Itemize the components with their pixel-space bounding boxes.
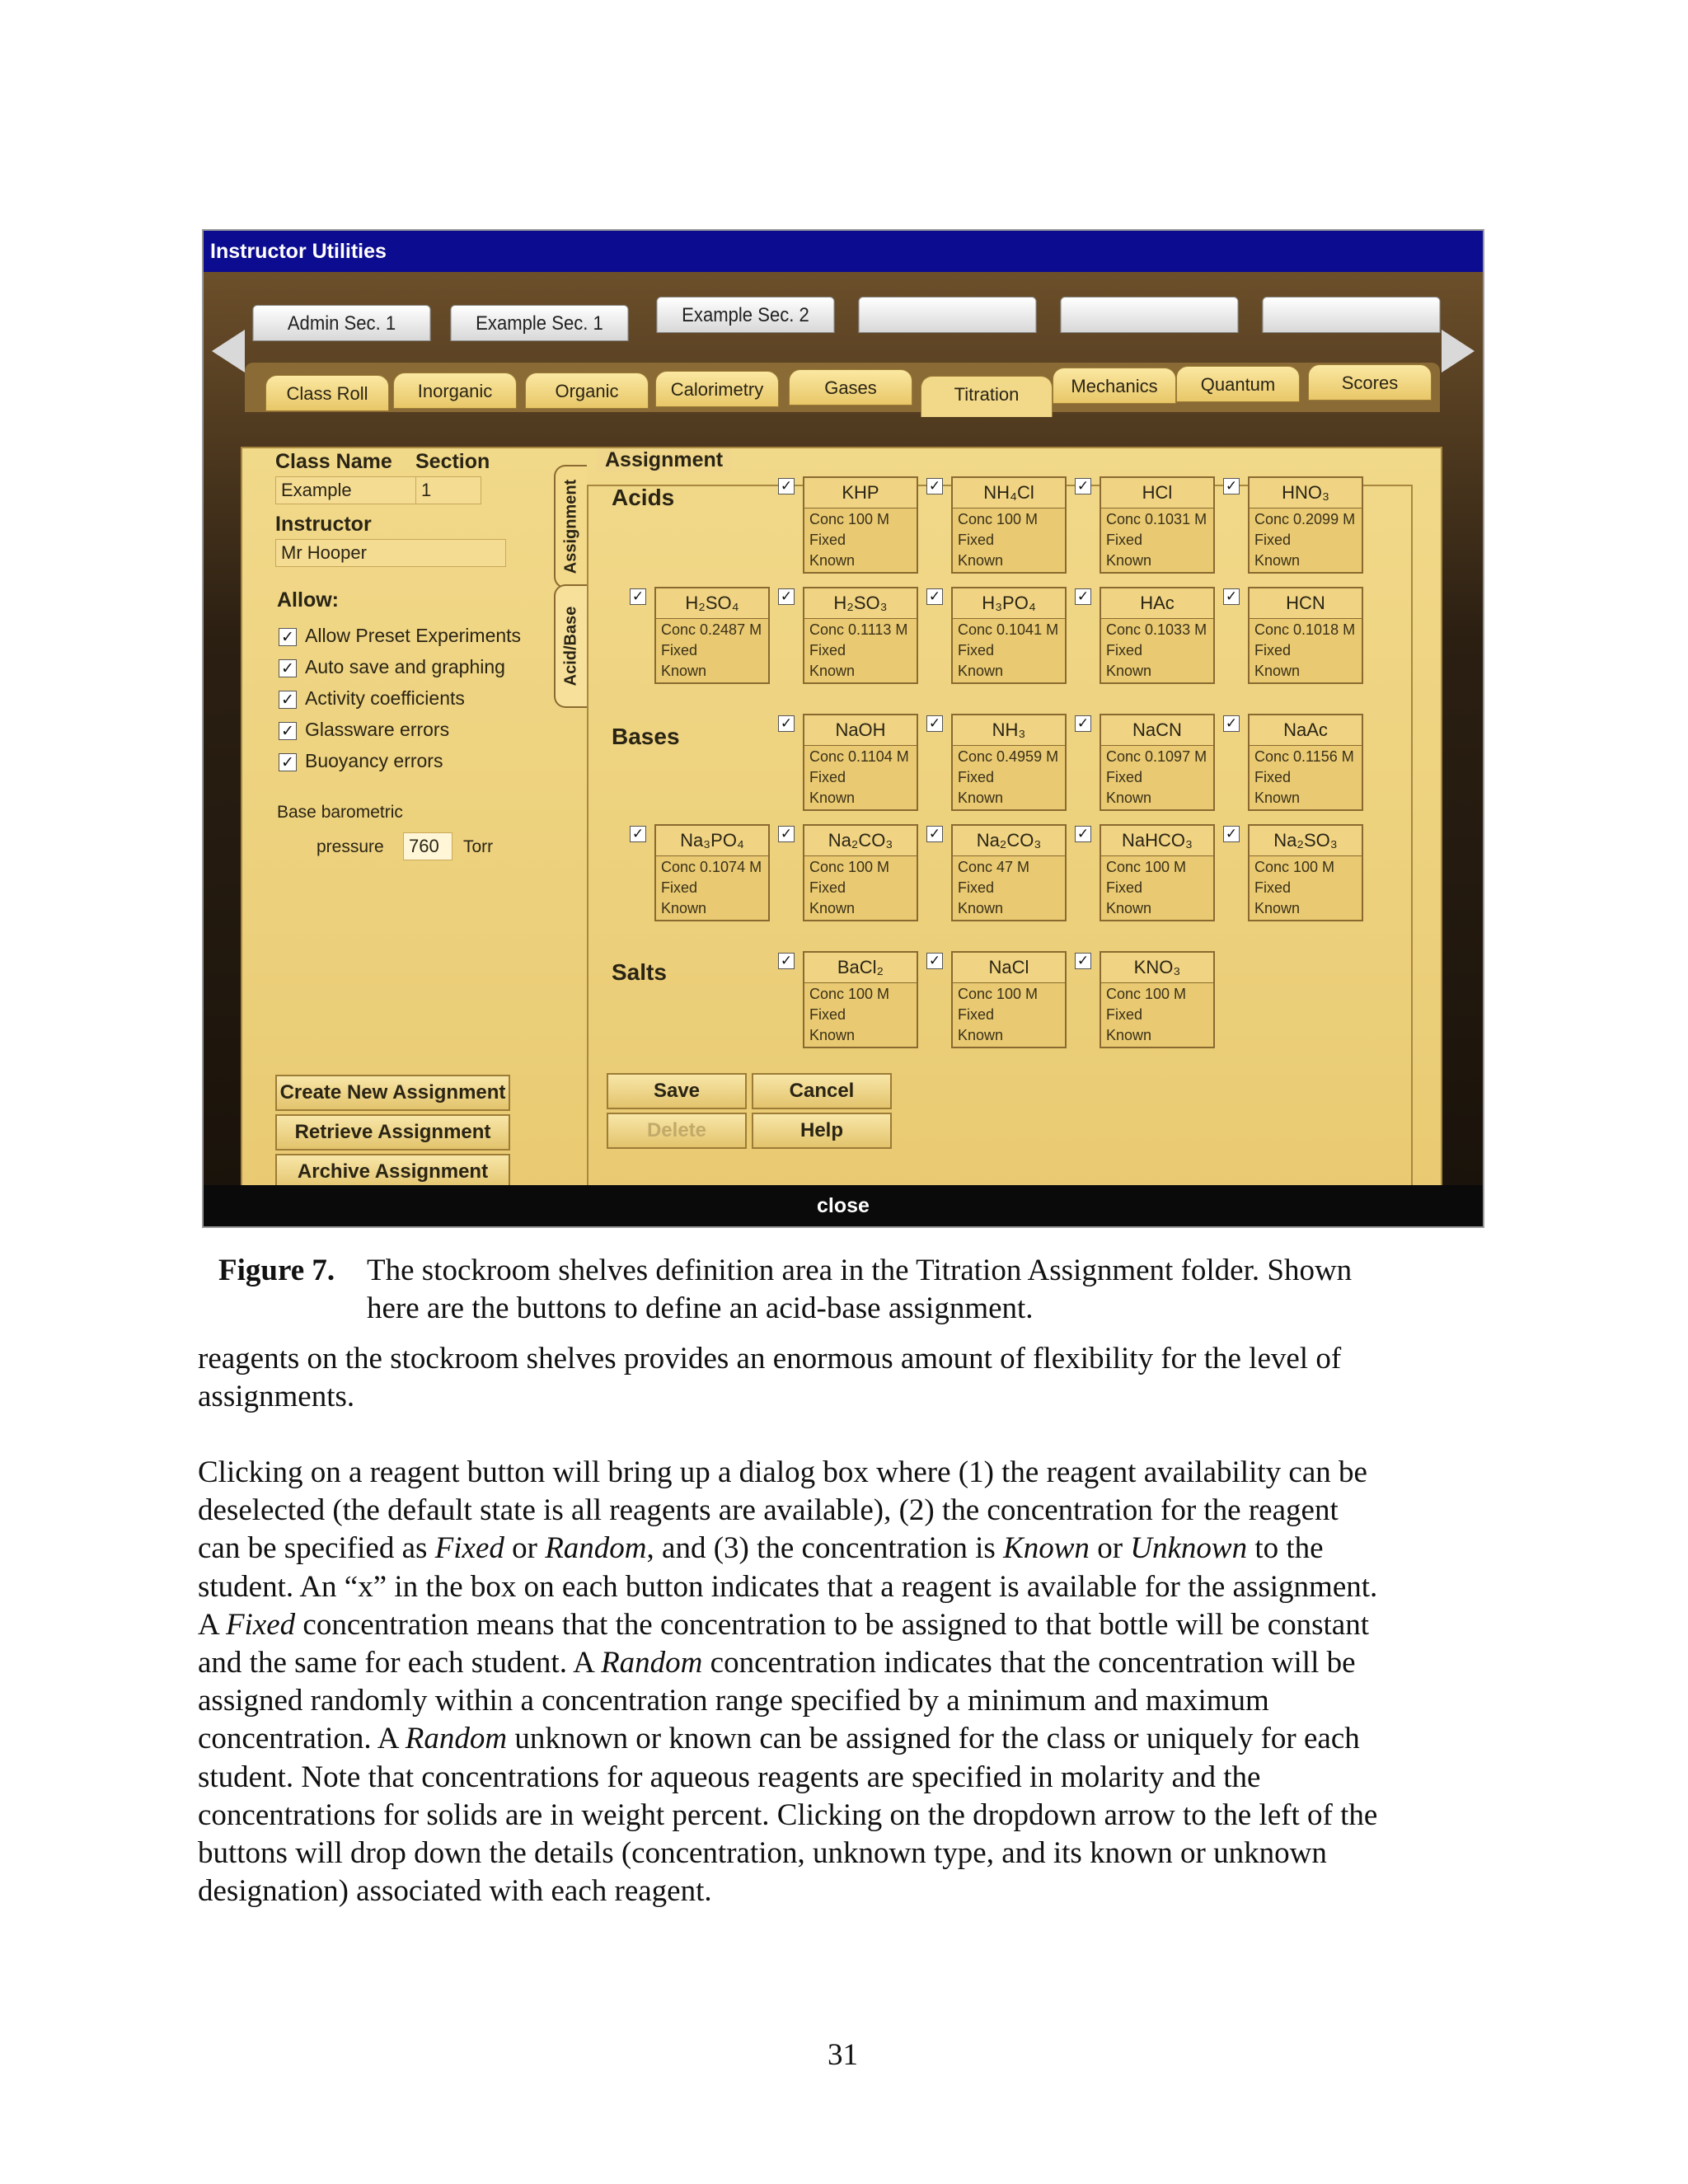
reagent-checkbox[interactable]: ✓ — [1223, 588, 1240, 605]
reagent-name: HAc — [1101, 588, 1213, 619]
reagent-type: Fixed — [1254, 879, 1292, 896]
delete-button: Delete — [607, 1113, 747, 1149]
reagent-button[interactable] — [951, 587, 1067, 684]
buoyancy-errors-label: Buoyancy errors — [305, 750, 443, 771]
reagent-button[interactable] — [951, 951, 1067, 1048]
paragraph-line: deselected (the default state is all reagents are available), (2) the concentration for the reagent — [198, 1493, 1339, 1528]
reagent-concentration: Conc 100 M — [809, 859, 890, 875]
glassware-errors-label: Glassware errors — [305, 719, 450, 740]
paragraph-line: assignments. — [198, 1380, 355, 1414]
paragraph-line: assigned randomly within a concentration range specified by a minimum and maximum — [198, 1684, 1269, 1718]
reagent-type: Fixed — [958, 642, 995, 658]
reagent-concentration: Conc 100 M — [809, 511, 890, 527]
reagent-button[interactable] — [951, 476, 1067, 574]
reagent-concentration: Conc 100 M — [1254, 859, 1335, 875]
reagent-known: Known — [1254, 790, 1301, 806]
reagent-button[interactable] — [803, 951, 918, 1048]
reagent-concentration: Conc 0.4959 M — [958, 748, 1059, 765]
reagent-concentration: Conc 100 M — [958, 986, 1039, 1002]
reagent-name: BaCl₂ — [804, 953, 917, 983]
pressure-label-1: Base barometric — [277, 803, 403, 822]
paragraph-line: student. Note that concentrations for aqueous reagents are specified in molarity and the — [198, 1760, 1261, 1794]
instructor-field[interactable]: Mr Hooper — [275, 539, 506, 567]
titration-folder — [241, 447, 1442, 1212]
activity-coefficients-checkbox[interactable]: ✓ — [279, 691, 297, 709]
allow-preset-checkbox[interactable]: ✓ — [279, 628, 297, 646]
paragraph-line: concentrations for solids are in weight percent. Clicking on the dropdown arrow to the left of the — [198, 1797, 1378, 1832]
reagent-checkbox[interactable]: ✓ — [1075, 715, 1091, 732]
scroll-left-arrow-icon[interactable] — [212, 330, 245, 373]
reagent-concentration: Conc 0.1104 M — [809, 748, 909, 765]
reagent-button[interactable] — [1248, 824, 1363, 921]
reagent-type: Fixed — [1106, 879, 1143, 896]
reagent-type: Fixed — [661, 879, 698, 896]
scroll-right-arrow-icon[interactable] — [1442, 330, 1475, 373]
reagent-checkbox[interactable]: ✓ — [630, 588, 646, 605]
bases-label: Bases — [612, 724, 680, 749]
reagent-known: Known — [958, 663, 1004, 679]
paragraph-line: concentration. A Random unknown or known can be assigned for the class or uniquely for each — [198, 1722, 1360, 1756]
tab-class-roll[interactable]: Class Roll — [265, 375, 389, 411]
file-cabinet — [204, 272, 1483, 1188]
assignment-title: Assignment — [597, 448, 731, 472]
reagent-checkbox[interactable]: ✓ — [926, 953, 943, 969]
reagent-concentration: Conc 0.2099 M — [1254, 511, 1356, 527]
buoyancy-errors-checkbox[interactable]: ✓ — [279, 753, 297, 771]
reagent-checkbox[interactable]: ✓ — [778, 826, 795, 842]
reagent-name: NaHCO₃ — [1101, 826, 1213, 856]
reagent-type: Fixed — [809, 769, 846, 785]
reagent-checkbox[interactable]: ✓ — [1223, 478, 1240, 494]
reagent-concentration: Conc 0.1033 M — [1106, 621, 1207, 638]
reagent-type: Fixed — [1254, 769, 1292, 785]
reagent-name: NH₃ — [953, 715, 1065, 746]
reagent-known: Known — [1106, 790, 1152, 806]
reagent-button[interactable] — [654, 824, 770, 921]
section-field[interactable]: 1 — [415, 476, 481, 504]
caption-line-1: The stockroom shelves definition area in the Titration Assignment folder. Shown — [367, 1254, 1353, 1287]
pressure-unit: Torr — [463, 837, 494, 856]
reagent-known: Known — [661, 663, 707, 679]
reagent-type: Fixed — [809, 532, 846, 548]
reagent-concentration: Conc 0.1156 M — [1254, 748, 1354, 765]
reagent-known: Known — [1106, 552, 1152, 569]
figure-label: Figure 7. — [218, 1254, 335, 1287]
archive-assignment-button[interactable]: Archive Assignment — [275, 1154, 510, 1190]
activity-coefficients-label: Activity coefficients — [305, 687, 465, 709]
reagent-type: Fixed — [958, 769, 995, 785]
reagent-concentration: Conc 0.2487 M — [661, 621, 762, 638]
reagent-type: Fixed — [809, 1006, 846, 1023]
reagent-known: Known — [1254, 900, 1301, 916]
section-tab-empty-5[interactable] — [1060, 297, 1238, 333]
tab-quantum[interactable]: Quantum — [1176, 366, 1300, 402]
reagent-button[interactable] — [1248, 714, 1363, 811]
reagent-checkbox[interactable]: ✓ — [778, 715, 795, 732]
retrieve-assignment-button[interactable]: Retrieve Assignment — [275, 1114, 510, 1151]
reagent-type: Fixed — [1106, 769, 1143, 785]
reagent-known: Known — [958, 790, 1004, 806]
reagent-known: Known — [809, 663, 856, 679]
reagent-button[interactable] — [803, 587, 918, 684]
cancel-button[interactable]: Cancel — [752, 1073, 892, 1109]
section-tab-empty-4[interactable] — [858, 297, 1036, 333]
reagent-name: H₂SO₄ — [656, 588, 768, 619]
reagent-button[interactable] — [803, 476, 918, 574]
reagent-checkbox[interactable]: ✓ — [1075, 588, 1091, 605]
reagent-button[interactable] — [1248, 587, 1363, 684]
section-tab-example-2[interactable]: Example Sec. 2 — [656, 297, 834, 333]
allow-title: Allow: — [277, 588, 339, 612]
reagent-known: Known — [1106, 900, 1152, 916]
reagent-button[interactable] — [1100, 476, 1215, 574]
reagent-name: Na₃PO₄ — [656, 826, 768, 856]
reagent-button[interactable] — [951, 714, 1067, 811]
window-title: Instructor Utilities — [204, 231, 1483, 272]
reagent-type: Fixed — [1254, 532, 1292, 548]
reagent-checkbox[interactable]: ✓ — [778, 588, 795, 605]
reagent-known: Known — [809, 900, 856, 916]
reagent-type: Fixed — [958, 879, 995, 896]
reagent-checkbox[interactable]: ✓ — [1223, 826, 1240, 842]
reagent-checkbox[interactable]: ✓ — [1223, 715, 1240, 732]
reagent-concentration: Conc 0.1113 M — [809, 621, 908, 638]
reagent-button[interactable] — [1100, 714, 1215, 811]
reagent-button[interactable] — [1100, 951, 1215, 1048]
pressure-label-2: pressure — [316, 837, 384, 856]
reagent-button[interactable] — [1100, 587, 1215, 684]
reagent-concentration: Conc 100 M — [809, 986, 890, 1002]
reagent-known: Known — [809, 790, 856, 806]
reagent-name: Na₂CO₃ — [953, 826, 1065, 856]
section-tab-admin[interactable]: Admin Sec. 1 — [252, 305, 430, 341]
instructor-label: Instructor — [275, 513, 372, 536]
reagent-type: Fixed — [1254, 642, 1292, 658]
reagent-known: Known — [958, 900, 1004, 916]
reagent-type: Fixed — [958, 1006, 995, 1023]
tab-calorimetry[interactable]: Calorimetry — [655, 371, 779, 407]
reagent-known: Known — [1106, 663, 1152, 679]
reagent-checkbox[interactable]: ✓ — [926, 826, 943, 842]
paragraph-line: Clicking on a reagent button will bring up a dialog box where (1) the reagent availability can be — [198, 1455, 1367, 1489]
reagent-known: Known — [809, 552, 856, 569]
reagent-concentration: Conc 100 M — [1106, 859, 1187, 875]
tab-inorganic[interactable]: Inorganic — [393, 373, 517, 409]
pressure-field[interactable]: 760 — [403, 832, 452, 860]
reagent-type: Fixed — [809, 642, 846, 658]
reagent-type: Fixed — [809, 879, 846, 896]
save-button[interactable]: Save — [607, 1073, 747, 1109]
tab-organic[interactable]: Organic — [525, 373, 649, 409]
reagent-known: Known — [661, 900, 707, 916]
reagent-known: Known — [958, 552, 1004, 569]
reagent-concentration: Conc 47 M — [958, 859, 1030, 875]
side-tab-assignment-label: Assignment — [561, 479, 580, 574]
reagent-button[interactable] — [803, 714, 918, 811]
paragraph-line: designation) associated with each reagent. — [198, 1874, 712, 1909]
paragraph-line: can be specified as Fixed or Random, and (3) the concentration is Known or Unknown to the — [198, 1531, 1324, 1566]
page-number: 31 — [828, 2038, 858, 2072]
reagent-checkbox[interactable]: ✓ — [926, 715, 943, 732]
close-button[interactable]: close — [204, 1185, 1483, 1226]
reagent-checkbox[interactable]: ✓ — [1075, 826, 1091, 842]
reagent-name: H₂SO₃ — [804, 588, 917, 619]
section-label: Section — [415, 450, 490, 473]
reagent-button[interactable] — [1248, 476, 1363, 574]
auto-save-label: Auto save and graphing — [305, 656, 505, 677]
tab-mechanics[interactable]: Mechanics — [1053, 368, 1176, 404]
reagent-known: Known — [1254, 552, 1301, 569]
reagent-name: NaCN — [1101, 715, 1213, 746]
reagent-checkbox[interactable]: ✓ — [778, 953, 795, 969]
reagent-button[interactable] — [803, 824, 918, 921]
reagent-name: HCN — [1250, 588, 1362, 619]
auto-save-checkbox[interactable]: ✓ — [279, 659, 297, 677]
reagent-known: Known — [1106, 1027, 1152, 1043]
reagent-name: NaOH — [804, 715, 917, 746]
paragraph-line: student. An “x” in the box on each button indicates that a reagent is available for the assignment. — [198, 1569, 1378, 1604]
reagent-concentration: Conc 0.1097 M — [1106, 748, 1207, 765]
create-new-assignment-button[interactable]: Create New Assignment — [275, 1075, 510, 1111]
reagent-name: Na₂CO₃ — [804, 826, 917, 856]
caption-line-2: here are the buttons to define an acid-base assignment. — [367, 1291, 1034, 1325]
reagent-concentration: Conc 0.1031 M — [1106, 511, 1207, 527]
reagent-known: Known — [958, 1027, 1004, 1043]
paragraph-line: reagents on the stockroom shelves provides an enormous amount of flexibility for the level of — [198, 1342, 1342, 1376]
paragraph-line: and the same for each student. A Random concentration indicates that the concentration will be — [198, 1646, 1356, 1680]
reagent-name: Na₂SO₃ — [1250, 826, 1362, 856]
reagent-type: Fixed — [661, 642, 698, 658]
reagent-concentration: Conc 0.1074 M — [661, 859, 762, 875]
reagent-concentration: Conc 100 M — [1106, 986, 1187, 1002]
allow-preset-label: Allow Preset Experiments — [305, 625, 522, 646]
reagent-button[interactable] — [654, 587, 770, 684]
class-name-field[interactable]: Example — [275, 476, 420, 504]
reagent-name: H₃PO₄ — [953, 588, 1065, 619]
reagent-button[interactable] — [1100, 824, 1215, 921]
glassware-errors-checkbox[interactable]: ✓ — [279, 722, 297, 740]
section-tab-example-1[interactable]: Example Sec. 1 — [450, 305, 628, 341]
reagent-checkbox[interactable]: ✓ — [630, 826, 646, 842]
reagent-name: HCl — [1101, 478, 1213, 509]
reagent-name: KNO₃ — [1101, 953, 1213, 983]
section-tab-empty-6[interactable] — [1262, 297, 1440, 333]
reagent-name: HNO₃ — [1250, 478, 1362, 509]
class-name-label: Class Name — [275, 450, 392, 473]
side-tab-acid-base[interactable] — [554, 584, 587, 708]
tab-titration[interactable]: Titration — [921, 376, 1053, 417]
side-tab-assignment[interactable] — [554, 465, 587, 588]
paragraph-line: A Fixed concentration means that the concentration to be assigned to that bottle will be constant — [198, 1607, 1370, 1642]
paragraph-line: buttons will drop down the details (concentration, unknown type, and its known or unknown — [198, 1836, 1327, 1870]
reagent-name: NH₄Cl — [953, 478, 1065, 509]
reagent-type: Fixed — [1106, 532, 1143, 548]
acids-label: Acids — [612, 485, 675, 510]
side-tab-acid-base-label: Acid/Base — [561, 606, 580, 687]
reagent-name: KHP — [804, 478, 917, 509]
reagent-checkbox[interactable]: ✓ — [1075, 478, 1091, 494]
reagent-type: Fixed — [1106, 642, 1143, 658]
reagent-checkbox[interactable]: ✓ — [926, 478, 943, 494]
reagent-concentration: Conc 100 M — [958, 511, 1039, 527]
reagent-checkbox[interactable]: ✓ — [778, 478, 795, 494]
salts-label: Salts — [612, 959, 667, 985]
reagent-name: NaAc — [1250, 715, 1362, 746]
reagent-known: Known — [809, 1027, 856, 1043]
reagent-checkbox[interactable]: ✓ — [926, 588, 943, 605]
reagent-type: Fixed — [1106, 1006, 1143, 1023]
help-button[interactable]: Help — [752, 1113, 892, 1149]
reagent-type: Fixed — [958, 532, 995, 548]
reagent-button[interactable] — [951, 824, 1067, 921]
tab-gases[interactable]: Gases — [789, 369, 912, 405]
tab-scores[interactable]: Scores — [1308, 364, 1432, 401]
reagent-concentration: Conc 0.1018 M — [1254, 621, 1356, 638]
reagent-checkbox[interactable]: ✓ — [1075, 953, 1091, 969]
reagent-known: Known — [1254, 663, 1301, 679]
reagent-name: NaCl — [953, 953, 1065, 983]
instructor-utilities-screenshot — [202, 229, 1484, 1228]
reagent-concentration: Conc 0.1041 M — [958, 621, 1059, 638]
